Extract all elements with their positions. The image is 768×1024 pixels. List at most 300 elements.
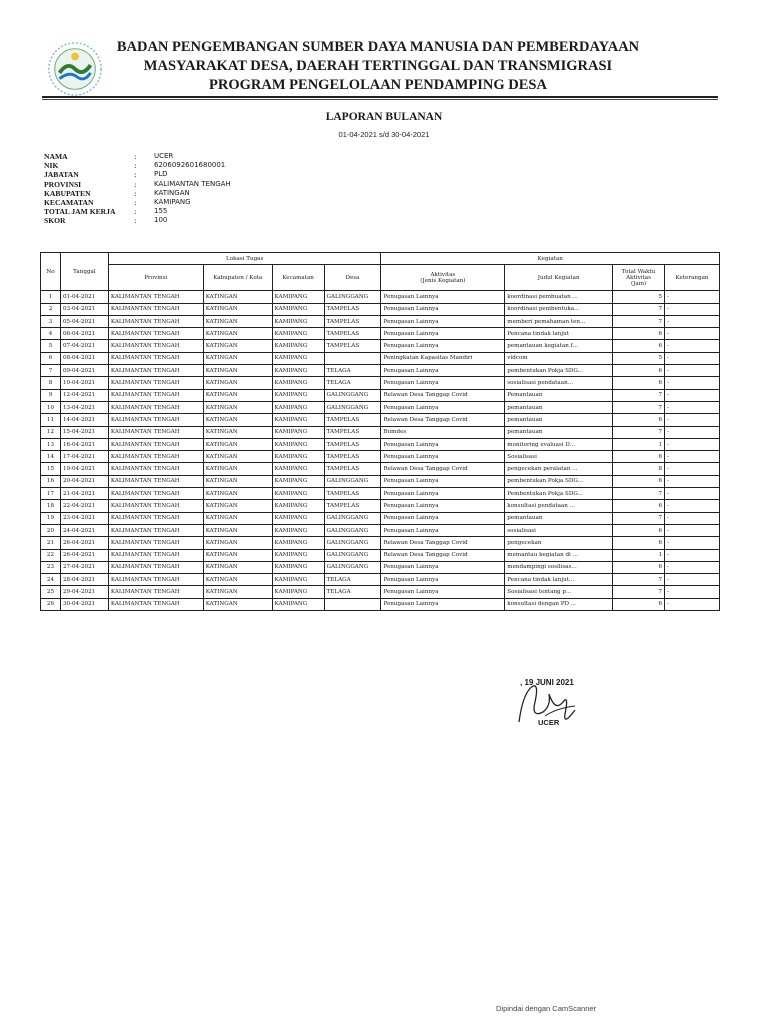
cell-keterangan: - xyxy=(665,328,720,340)
cell-no: 17 xyxy=(41,488,61,500)
info-row xyxy=(44,189,231,198)
cell-desa: TAMPELAS xyxy=(324,426,381,438)
info-value: 100 xyxy=(154,216,168,225)
cell-judul: pemantauan xyxy=(505,426,613,438)
table-row xyxy=(41,340,720,352)
cell-waktu: 7 xyxy=(613,574,665,586)
cell-kabupaten: KATINGAN xyxy=(203,598,272,610)
cell-aktivitas: Penugasan Lainnya xyxy=(381,574,505,586)
cell-waktu: 7 xyxy=(613,488,665,500)
cell-keterangan: - xyxy=(665,463,720,475)
cell-provinsi: KALIMANTAN TENGAH xyxy=(108,340,203,352)
cell-aktivitas: Bumdes xyxy=(381,426,505,438)
cell-tanggal: 23-04-2021 xyxy=(60,512,108,524)
cell-judul: pemantauan xyxy=(505,401,613,413)
cell-waktu: 6 xyxy=(613,340,665,352)
cell-provinsi: KALIMANTAN TENGAH xyxy=(108,475,203,487)
cell-aktivitas: Relawan Desa Tanggap Covid xyxy=(381,549,505,561)
cell-keterangan: - xyxy=(665,586,720,598)
header-line-2: MASYARAKAT DESA, DAERAH TERTINGGAL DAN TRANSMIGRASI xyxy=(143,58,613,74)
cell-aktivitas: Penugasan Lainnya xyxy=(381,586,505,598)
cell-aktivitas: Penugasan Lainnya xyxy=(381,315,505,327)
cell-keterangan: - xyxy=(665,315,720,327)
cell-tanggal: 17-04-2021 xyxy=(60,451,108,463)
cell-kecamatan: KAMIPANG xyxy=(272,438,324,450)
info-label: NIK xyxy=(44,161,59,171)
cell-tanggal: 01-04-2021 xyxy=(60,291,108,303)
cell-no: 20 xyxy=(41,524,61,536)
info-value: UCER xyxy=(154,152,174,160)
cell-no: 18 xyxy=(41,500,61,512)
table-row xyxy=(41,463,720,475)
cell-tanggal: 12-04-2021 xyxy=(60,389,108,401)
cell-kabupaten: KATINGAN xyxy=(203,365,272,377)
cell-provinsi: KALIMANTAN TENGAH xyxy=(108,586,203,598)
cell-waktu: 6 xyxy=(613,328,665,340)
cell-provinsi: KALIMANTAN TENGAH xyxy=(108,401,203,413)
cell-no: 3 xyxy=(41,315,61,327)
cell-waktu: 7 xyxy=(613,512,665,524)
info-value: KALIMANTAN TENGAH xyxy=(154,179,231,188)
cell-no: 14 xyxy=(41,451,61,463)
cell-kecamatan: KAMIPANG xyxy=(272,340,324,352)
cell-provinsi: KALIMANTAN TENGAH xyxy=(108,549,203,561)
col-aktivitas-line1: Aktivitas xyxy=(430,271,456,278)
cell-keterangan: - xyxy=(665,598,720,610)
cell-provinsi: KALIMANTAN TENGAH xyxy=(108,451,203,463)
info-sep: : xyxy=(134,161,137,171)
table-row xyxy=(41,524,720,536)
table-row xyxy=(41,352,720,364)
cell-kecamatan: KAMIPANG xyxy=(272,426,324,438)
col-waktu xyxy=(613,265,665,291)
info-sep: : xyxy=(134,152,137,161)
info-label: NAMA xyxy=(44,152,68,161)
table-row xyxy=(41,389,720,401)
cell-tanggal: 10-04-2021 xyxy=(60,377,108,389)
cell-aktivitas: Penugasan Lainnya xyxy=(381,377,505,389)
cell-kecamatan: KAMIPANG xyxy=(272,352,324,364)
cell-judul: memantau kegiatan di ... xyxy=(505,549,613,561)
table-row xyxy=(41,537,720,549)
signature-date: , 19 JUNI 2021 xyxy=(520,678,574,687)
table-row xyxy=(41,315,720,327)
col-aktivitas xyxy=(381,265,505,291)
cell-provinsi: KALIMANTAN TENGAH xyxy=(108,512,203,524)
cell-aktivitas: Penugasan Lainnya xyxy=(381,328,505,340)
cell-keterangan: - xyxy=(665,549,720,561)
cell-kecamatan: KAMIPANG xyxy=(272,475,324,487)
cell-waktu: 6 xyxy=(613,377,665,389)
cell-no: 4 xyxy=(41,328,61,340)
cell-kabupaten: KATINGAN xyxy=(203,451,272,463)
cell-keterangan: - xyxy=(665,488,720,500)
cell-judul: monitoring evaluasi D... xyxy=(505,438,613,450)
cell-desa: TELAGA xyxy=(324,377,381,389)
table-row xyxy=(41,377,720,389)
cell-kabupaten: KATINGAN xyxy=(203,524,272,536)
cell-provinsi: KALIMANTAN TENGAH xyxy=(108,328,203,340)
cell-desa xyxy=(324,352,381,364)
cell-tanggal: 26-04-2021 xyxy=(60,549,108,561)
cell-waktu: 6 xyxy=(613,500,665,512)
cell-aktivitas: Penugasan Lainnya xyxy=(381,401,505,413)
cell-judul: pembentukan Pokja SDG... xyxy=(505,475,613,487)
report-title: LAPORAN BULANAN xyxy=(325,111,443,123)
cell-tanggal: 06-04-2021 xyxy=(60,328,108,340)
cell-tanggal: 27-04-2021 xyxy=(60,561,108,573)
table-row xyxy=(41,549,720,561)
cell-judul: Sosialisasi xyxy=(505,451,613,463)
cell-keterangan: - xyxy=(665,291,720,303)
cell-kabupaten: KATINGAN xyxy=(203,549,272,561)
cell-provinsi: KALIMANTAN TENGAH xyxy=(108,414,203,426)
cell-desa xyxy=(324,598,381,610)
cell-waktu: 8 xyxy=(613,463,665,475)
info-sep: : xyxy=(134,170,137,180)
cell-kabupaten: KATINGAN xyxy=(203,426,272,438)
cell-aktivitas: Penugasan Lainnya xyxy=(381,451,505,463)
cell-waktu: 7 xyxy=(613,426,665,438)
cell-provinsi: KALIMANTAN TENGAH xyxy=(108,291,203,303)
col-aktivitas-line2: (Jenis Kegiatan) xyxy=(420,277,466,284)
cell-judul: Pemantauan xyxy=(505,389,613,401)
cell-keterangan: - xyxy=(665,414,720,426)
cell-desa: TELAGA xyxy=(324,574,381,586)
cell-kabupaten: KATINGAN xyxy=(203,389,272,401)
cell-tanggal: 28-04-2021 xyxy=(60,574,108,586)
cell-tanggal: 07-04-2021 xyxy=(60,340,108,352)
cell-desa: GALINGGANG xyxy=(324,475,381,487)
cell-judul: pengecekan peralatan ... xyxy=(505,463,613,475)
cell-tanggal: 05-04-2021 xyxy=(60,315,108,327)
info-sep: : xyxy=(134,198,137,208)
info-row xyxy=(44,161,231,170)
cell-kecamatan: KAMIPANG xyxy=(272,303,324,315)
cell-desa: TELAGA xyxy=(324,586,381,598)
cell-kecamatan: KAMIPANG xyxy=(272,586,324,598)
cell-tanggal: 13-04-2021 xyxy=(60,401,108,413)
cell-waktu: 7 xyxy=(613,389,665,401)
cell-waktu: 6 xyxy=(613,561,665,573)
cell-judul: Pencana tindak lanjut xyxy=(505,328,613,340)
table-row xyxy=(41,488,720,500)
table-row xyxy=(41,426,720,438)
cell-tanggal: 29-04-2021 xyxy=(60,586,108,598)
cell-kecamatan: KAMIPANG xyxy=(272,377,324,389)
cell-desa: GALINGGANG xyxy=(324,401,381,413)
cell-judul: pemantauan xyxy=(505,414,613,426)
cell-judul: konsultasi dengan PD ... xyxy=(505,598,613,610)
cell-no: 12 xyxy=(41,426,61,438)
cell-no: 25 xyxy=(41,586,61,598)
cell-waktu: 7 xyxy=(613,303,665,315)
cell-aktivitas: Penugasan Lainnya xyxy=(381,524,505,536)
cell-kabupaten: KATINGAN xyxy=(203,475,272,487)
cell-no: 21 xyxy=(41,537,61,549)
cell-no: 26 xyxy=(41,598,61,610)
cell-waktu: 7 xyxy=(613,586,665,598)
signature-name: UCER xyxy=(538,718,560,727)
cell-tanggal: 20-04-2021 xyxy=(60,475,108,487)
cell-keterangan: - xyxy=(665,401,720,413)
col-provinsi: Provinsi xyxy=(108,265,203,291)
cell-no: 10 xyxy=(41,401,61,413)
cell-kecamatan: KAMIPANG xyxy=(272,463,324,475)
cell-keterangan: - xyxy=(665,438,720,450)
cell-desa: TAMPELAS xyxy=(324,463,381,475)
cell-provinsi: KALIMANTAN TENGAH xyxy=(108,315,203,327)
table-row xyxy=(41,291,720,303)
cell-waktu: 7 xyxy=(613,315,665,327)
cell-tanggal: 16-04-2021 xyxy=(60,438,108,450)
info-sep: : xyxy=(134,188,137,198)
cell-kabupaten: KATINGAN xyxy=(203,586,272,598)
cell-keterangan: - xyxy=(665,524,720,536)
table-row xyxy=(41,365,720,377)
info-label: TOTAL JAM KERJA xyxy=(44,207,116,217)
cell-no: 13 xyxy=(41,438,61,450)
info-label: PROVINSI xyxy=(44,179,82,189)
cell-tanggal: 21-04-2021 xyxy=(60,488,108,500)
col-tanggal: Tanggal xyxy=(60,253,108,291)
cell-aktivitas: Penugasan Lainnya xyxy=(381,475,505,487)
table-row xyxy=(41,303,720,315)
info-value: 6206092601680001 xyxy=(154,161,226,170)
cell-aktivitas: Relawan Desa Tanggap Covid xyxy=(381,414,505,426)
cell-provinsi: KALIMANTAN TENGAH xyxy=(108,574,203,586)
col-kecamatan: Kecamatan xyxy=(272,265,324,291)
cell-no: 23 xyxy=(41,561,61,573)
cell-kabupaten: KATINGAN xyxy=(203,414,272,426)
cell-aktivitas: Penugasan Lainnya xyxy=(381,303,505,315)
cell-provinsi: KALIMANTAN TENGAH xyxy=(108,438,203,450)
cell-no: 1 xyxy=(41,291,61,303)
table-row xyxy=(41,451,720,463)
cell-keterangan: - xyxy=(665,303,720,315)
cell-judul: mendampingi sosilisas... xyxy=(505,561,613,573)
cell-judul: koordinasi pembentuka... xyxy=(505,303,613,315)
cell-kecamatan: KAMIPANG xyxy=(272,549,324,561)
cell-desa: GALINGGANG xyxy=(324,524,381,536)
scanner-watermark: Dipindai dengan CamScanner xyxy=(496,1004,597,1013)
cell-judul: pemantauan kegiatan f... xyxy=(505,340,613,352)
cell-kabupaten: KATINGAN xyxy=(203,500,272,512)
cell-desa: GALINGGANG xyxy=(324,549,381,561)
cell-aktivitas: Penugasan Lainnya xyxy=(381,340,505,352)
cell-tanggal: 09-04-2021 xyxy=(60,365,108,377)
cell-no: 22 xyxy=(41,549,61,561)
cell-no: 19 xyxy=(41,512,61,524)
table-row xyxy=(41,586,720,598)
info-row xyxy=(44,216,231,225)
col-waktu-line3: (Jam) xyxy=(630,280,647,287)
cell-waktu: 5 xyxy=(613,352,665,364)
report-period: 01-04-2021 s/d 30-04-2021 xyxy=(338,130,430,139)
cell-no: 8 xyxy=(41,377,61,389)
cell-kecamatan: KAMIPANG xyxy=(272,291,324,303)
ministry-logo-icon xyxy=(46,40,104,98)
cell-provinsi: KALIMANTAN TENGAH xyxy=(108,426,203,438)
cell-kabupaten: KATINGAN xyxy=(203,512,272,524)
cell-aktivitas: Penugasan Lainnya xyxy=(381,598,505,610)
cell-keterangan: - xyxy=(665,365,720,377)
cell-kabupaten: KATINGAN xyxy=(203,537,272,549)
cell-kecamatan: KAMIPANG xyxy=(272,401,324,413)
header-divider-thin xyxy=(42,99,718,100)
table-row xyxy=(41,475,720,487)
cell-desa: TELAGA xyxy=(324,365,381,377)
cell-no: 11 xyxy=(41,414,61,426)
info-row xyxy=(44,207,231,216)
cell-no: 16 xyxy=(41,475,61,487)
table-row xyxy=(41,500,720,512)
cell-waktu: 1 xyxy=(613,438,665,450)
cell-judul: konsultasi pendataan ... xyxy=(505,500,613,512)
info-row xyxy=(44,170,231,179)
cell-desa: TAMPELAS xyxy=(324,451,381,463)
cell-kabupaten: KATINGAN xyxy=(203,488,272,500)
cell-provinsi: KALIMANTAN TENGAH xyxy=(108,524,203,536)
cell-keterangan: - xyxy=(665,389,720,401)
cell-kecamatan: KAMIPANG xyxy=(272,389,324,401)
info-sep: : xyxy=(134,179,137,189)
cell-tanggal: 03-04-2021 xyxy=(60,303,108,315)
cell-waktu: 6 xyxy=(613,537,665,549)
col-desa: Desa xyxy=(324,265,381,291)
cell-aktivitas: Penugasan Lainnya xyxy=(381,438,505,450)
cell-desa: GALINGGANG xyxy=(324,389,381,401)
cell-keterangan: - xyxy=(665,537,720,549)
group-lokasi: Lokasi Tugas xyxy=(108,253,381,265)
cell-judul: Pencana tindak lanjut... xyxy=(505,574,613,586)
cell-aktivitas: Penugasan Lainnya xyxy=(381,512,505,524)
cell-kecamatan: KAMIPANG xyxy=(272,315,324,327)
info-row xyxy=(44,180,231,189)
cell-tanggal: 19-04-2021 xyxy=(60,463,108,475)
cell-kabupaten: KATINGAN xyxy=(203,291,272,303)
cell-aktivitas: Relawan Desa Tanggap Covid xyxy=(381,389,505,401)
cell-keterangan: - xyxy=(665,561,720,573)
cell-provinsi: KALIMANTAN TENGAH xyxy=(108,537,203,549)
cell-keterangan: - xyxy=(665,352,720,364)
cell-desa: TAMPELAS xyxy=(324,438,381,450)
col-no: No xyxy=(41,253,61,291)
cell-desa: TAMPELAS xyxy=(324,315,381,327)
cell-judul: vidcom xyxy=(505,352,613,364)
info-label: KECAMATAN xyxy=(44,198,94,208)
cell-judul: pemantauan xyxy=(505,512,613,524)
cell-kecamatan: KAMIPANG xyxy=(272,328,324,340)
cell-kabupaten: KATINGAN xyxy=(203,401,272,413)
cell-tanggal: 26-04-2021 xyxy=(60,537,108,549)
cell-waktu: 1 xyxy=(613,549,665,561)
header-line-1: BADAN PENGEMBANGAN SUMBER DAYA MANUSIA DAN PEMBERDAYAAN xyxy=(116,39,640,55)
cell-keterangan: - xyxy=(665,475,720,487)
cell-desa: GALINGGANG xyxy=(324,537,381,549)
cell-judul: Sosialisasi tentang p... xyxy=(505,586,613,598)
table-row xyxy=(41,414,720,426)
cell-judul: pembentukan Pokja SDG... xyxy=(505,365,613,377)
cell-keterangan: - xyxy=(665,426,720,438)
cell-no: 15 xyxy=(41,463,61,475)
cell-no: 2 xyxy=(41,303,61,315)
cell-provinsi: KALIMANTAN TENGAH xyxy=(108,561,203,573)
info-label: JABATAN xyxy=(44,170,79,180)
group-kegiatan: Kegiatan xyxy=(381,253,720,265)
cell-waktu: 6 xyxy=(613,598,665,610)
cell-desa: TAMPELAS xyxy=(324,500,381,512)
employee-info xyxy=(44,152,231,226)
cell-kabupaten: KATINGAN xyxy=(203,328,272,340)
cell-aktivitas: Penugasan Lainnya xyxy=(381,365,505,377)
info-row xyxy=(44,152,231,161)
cell-tanggal: 24-04-2021 xyxy=(60,524,108,536)
table-row xyxy=(41,438,720,450)
cell-judul: sosialisasi xyxy=(505,524,613,536)
header-divider xyxy=(42,96,718,98)
cell-provinsi: KALIMANTAN TENGAH xyxy=(108,389,203,401)
cell-kecamatan: KAMIPANG xyxy=(272,574,324,586)
cell-aktivitas: Relawan Desa Tanggap Covid xyxy=(381,537,505,549)
cell-keterangan: - xyxy=(665,574,720,586)
cell-no: 5 xyxy=(41,340,61,352)
table-row xyxy=(41,574,720,586)
cell-aktivitas: Penugasan Lainnya xyxy=(381,488,505,500)
cell-kabupaten: KATINGAN xyxy=(203,303,272,315)
cell-aktivitas: Relawan Desa Tanggap Covid xyxy=(381,463,505,475)
info-value: KAMIPANG xyxy=(154,198,191,207)
col-waktu-line2: Aktivitas xyxy=(626,274,652,281)
table-row xyxy=(41,561,720,573)
cell-provinsi: KALIMANTAN TENGAH xyxy=(108,598,203,610)
cell-waktu: 6 xyxy=(613,524,665,536)
cell-kabupaten: KATINGAN xyxy=(203,377,272,389)
cell-judul: pengecekan xyxy=(505,537,613,549)
cell-kecamatan: KAMIPANG xyxy=(272,598,324,610)
cell-provinsi: KALIMANTAN TENGAH xyxy=(108,365,203,377)
cell-no: 24 xyxy=(41,574,61,586)
cell-no: 9 xyxy=(41,389,61,401)
cell-kecamatan: KAMIPANG xyxy=(272,500,324,512)
cell-kecamatan: KAMIPANG xyxy=(272,451,324,463)
cell-keterangan: - xyxy=(665,451,720,463)
col-kabupaten: Kabupaten / Kota xyxy=(203,265,272,291)
info-sep: : xyxy=(134,216,137,226)
cell-kabupaten: KATINGAN xyxy=(203,438,272,450)
info-label: KABUPATEN xyxy=(44,188,91,198)
cell-kecamatan: KAMIPANG xyxy=(272,512,324,524)
cell-waktu: 6 xyxy=(613,451,665,463)
table-row xyxy=(41,401,720,413)
col-keterangan: Keterangan xyxy=(665,265,720,291)
cell-keterangan: - xyxy=(665,377,720,389)
col-waktu-line1: Total Waktu xyxy=(621,268,656,275)
cell-provinsi: KALIMANTAN TENGAH xyxy=(108,500,203,512)
cell-provinsi: KALIMANTAN TENGAH xyxy=(108,303,203,315)
cell-provinsi: KALIMANTAN TENGAH xyxy=(108,463,203,475)
cell-kecamatan: KAMIPANG xyxy=(272,365,324,377)
cell-keterangan: - xyxy=(665,500,720,512)
activity-table xyxy=(40,252,720,611)
cell-judul: sosialisasi pendataan... xyxy=(505,377,613,389)
cell-provinsi: KALIMANTAN TENGAH xyxy=(108,352,203,364)
cell-tanggal: 30-04-2021 xyxy=(60,598,108,610)
cell-kabupaten: KATINGAN xyxy=(203,463,272,475)
cell-waktu: 5 xyxy=(613,291,665,303)
info-value: PLD xyxy=(154,170,168,179)
cell-desa: TAMPELAS xyxy=(324,328,381,340)
